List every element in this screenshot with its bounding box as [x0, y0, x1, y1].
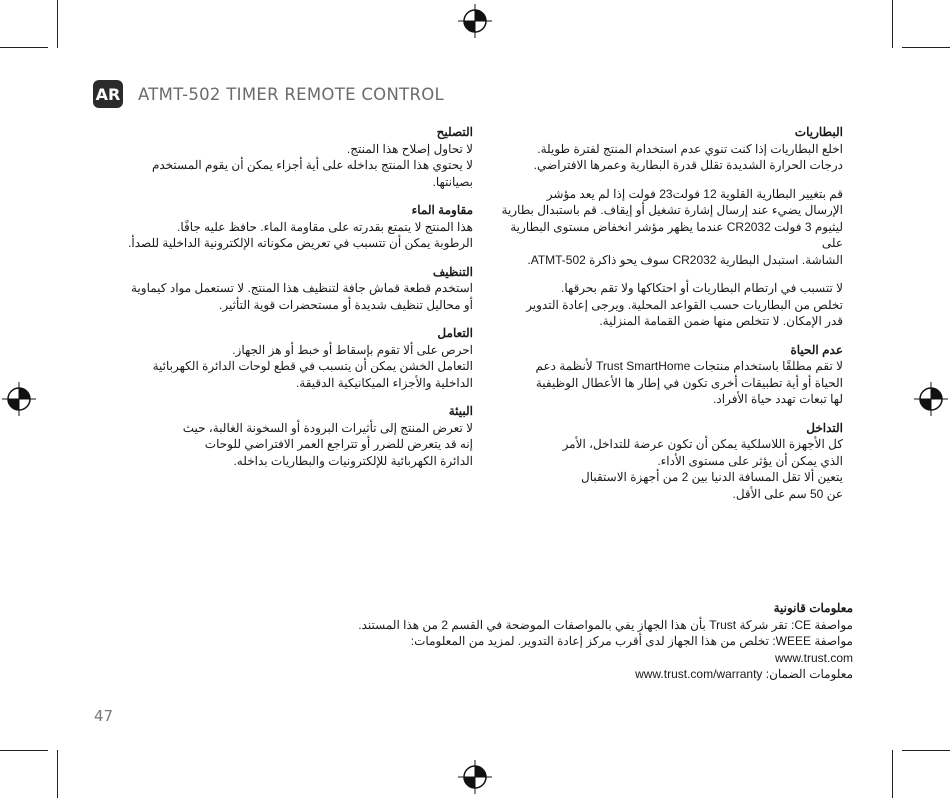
section-heading: معلومات قانونية — [773, 601, 853, 615]
section-interference — [487, 420, 843, 503]
registration-mark-icon — [914, 382, 948, 416]
text-line: أو محاليل تنظيف شديدة أو مستحضرات قوية التأثير. — [219, 297, 473, 312]
text-line: التعامل الخشن يمكن أن يتسبب في قطع لوحات الدائرة الكهربائية — [152, 359, 473, 373]
text-line: كل الأجهزة اللاسلكية يمكن أن تكون عرضة للتداخل، الأمر — [562, 437, 843, 451]
section-life-support — [487, 342, 843, 408]
page-header — [93, 80, 444, 108]
text-line: لا تحاول إصلاح هذا المنتج. — [346, 141, 473, 156]
text-line: درجات الحرارة الشديدة تقلل قدرة البطارية وعمرها الافتراضي. — [533, 158, 843, 172]
text-line: لا تتسبب في ارتطام البطاريات أو احتكاكها ولا تقم بحرقها. — [561, 281, 843, 295]
section-handling — [118, 325, 473, 391]
page-number: 47 — [94, 707, 114, 725]
text-line: لا تعرض المنتج إلى تأثيرات البرودة أو السخونة الغالبة، حيث — [182, 420, 473, 435]
text-line: الذي يمكن أن يؤثر على مستوى الأداء. — [657, 453, 843, 468]
text-line: اخلع البطاريات إذا كنت تنوي عدم استخدام المنتج لفترة طويلة. — [537, 141, 843, 156]
registration-mark-icon — [458, 4, 492, 38]
right-column — [487, 124, 843, 514]
text-line: الشاشة. استبدل البطارية CR2032 سوف يحو ذاكرة ATMT-502. — [527, 252, 843, 267]
text-line: لا يحتوي هذا المنتج بداخله على أية أجزاء يمكن أن يقوم المستخدم بصيانتها. — [151, 158, 473, 189]
section-battery-disposal — [487, 280, 843, 330]
crop-mark — [892, 750, 893, 798]
text-line: معلومات الضمان: www.trust.com/warranty — [635, 667, 853, 681]
text-line: الإرسال يضيء عند إرسال إشارة تشغيل أو إيقاف. قم باستبدال بطارية — [501, 203, 843, 217]
crop-mark — [902, 750, 950, 751]
crop-mark — [902, 47, 950, 48]
text-line: الرطوبة يمكن أن تتسبب في تعريض مكوناته الإلكترونية الداخلية للصدأ. — [128, 236, 473, 250]
text-line: يتعين ألا تقل المسافة الدنيا بين 2 من أجهزة الاستقبال — [580, 470, 843, 484]
legal-info-section — [330, 600, 853, 683]
section-heading: عدم الحياة — [790, 342, 843, 357]
text-line: عن 50 سم على الأقل. — [732, 486, 843, 501]
section-heading: البطاريات — [794, 125, 843, 139]
section-cleaning — [118, 264, 473, 314]
text-line: احرص على ألا تقوم بإسقاط أو خبط أو هز الجهاز. — [232, 342, 473, 357]
text-line: قم بتغيير البطارية القلوية 12 فولت23 فولت إذا لم يعد مؤشر — [546, 186, 843, 201]
section-battery-replacement — [487, 186, 843, 269]
section-water-resistance — [118, 202, 473, 252]
section-repair — [118, 124, 473, 190]
text-line: مواصفة CE: تقر شركة Trust بأن هذا الجهاز يفي بالمواصفات الموضحة في القسم 2 من هذا المستند. — [358, 617, 853, 632]
text-line: لها تبعات تهدد حياة الأفراد. — [713, 392, 843, 406]
page-title: ATMT-502 TIMER REMOTE CONTROL — [138, 84, 445, 104]
text-line: إنه قد يتعرض للضرر أو تتراجع العمر الافتراضي للوحات — [204, 437, 473, 451]
section-heading: التداخل — [806, 420, 843, 435]
crop-mark — [57, 750, 58, 798]
text-line: استخدم قطعة قماش جافة لتنظيف هذا المنتج. لا تستعمل مواد كيماوية — [131, 281, 473, 295]
crop-mark — [0, 47, 48, 48]
text-line: لا تقم مطلقًا باستخدام منتجات Trust SmartHome لأنظمة دعم — [535, 359, 843, 373]
section-batteries — [487, 124, 843, 174]
section-heading: مقاومة الماء — [411, 203, 473, 217]
language-badge: AR — [93, 80, 123, 108]
registration-mark-icon — [458, 760, 492, 794]
text-line: الداخلية والأجزاء الميكانيكية الدقيقة. — [295, 375, 473, 390]
text-line: الدائرة الكهربائية للإلكترونيات والبطاريات بداخله. — [233, 453, 473, 468]
section-heading: البيئة — [448, 404, 473, 418]
crop-mark — [892, 0, 893, 48]
text-line: هذا المنتج لا يتمتع بقدرته على مقاومة الماء. حافظ عليه جافًا. — [177, 219, 473, 234]
text-line: تخلص من البطاريات حسب القواعد المحلية. ويرجى إعادة التدوير — [526, 297, 843, 312]
text-line: قدر الإمكان. لا تتخلص منها ضمن القمامة المنزلية. — [599, 314, 843, 328]
crop-mark — [0, 750, 48, 751]
text-line: ليثيوم 3 فولت CR2032 عندما يظهر مؤشر انخفاض مستوى البطارية على — [510, 219, 843, 250]
section-heading: التعامل — [437, 326, 473, 340]
text-line: الحياة أو أية تطبيقات أخرى تكون في إطار ها الأعطال الوظيفية — [535, 375, 843, 390]
section-environment — [118, 403, 473, 469]
crop-mark — [57, 0, 58, 48]
section-heading: التنظيف — [432, 264, 473, 279]
registration-mark-icon — [2, 382, 36, 416]
left-column — [118, 124, 473, 481]
section-heading: التصليح — [436, 125, 473, 139]
text-line: مواصفة WEEE: تخلص من هذا الجهاز لدى أقرب مركز إعادة التدوير. لمزيد من المعلومات: www.trust.com — [410, 634, 853, 665]
